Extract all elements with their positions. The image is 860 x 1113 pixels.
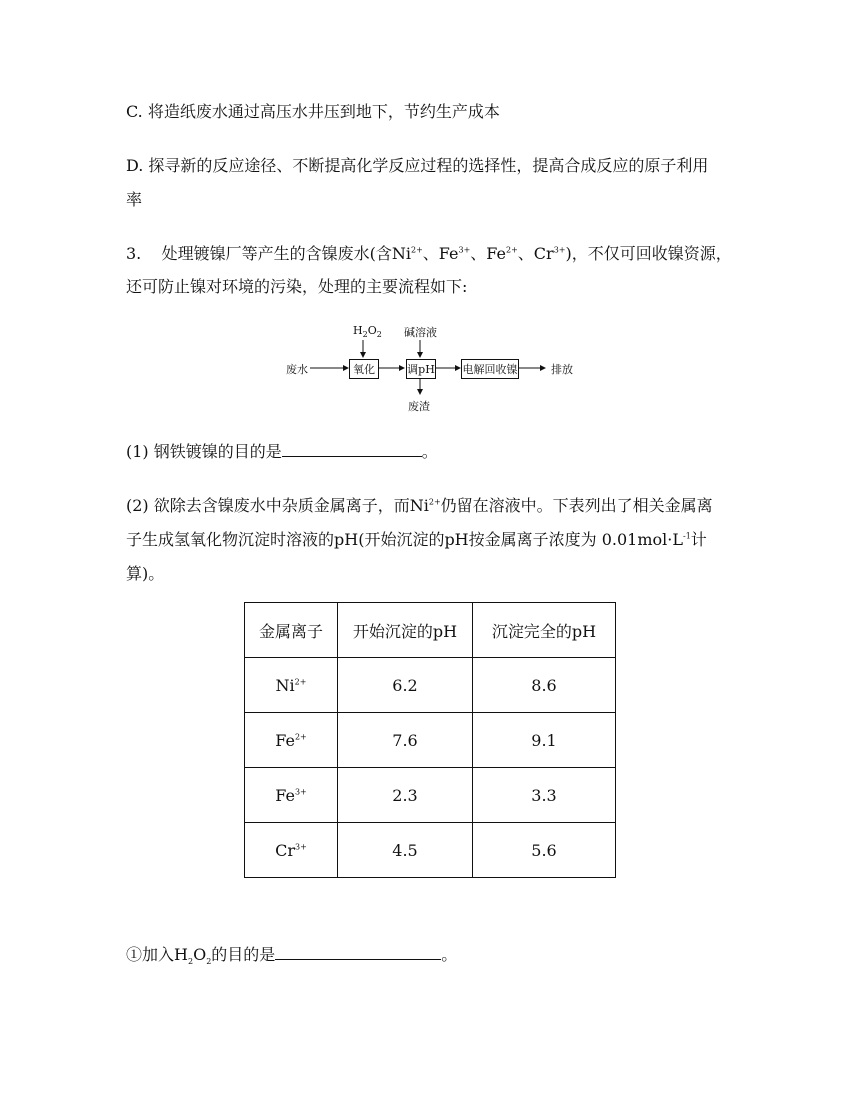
formula-subscript: 2 — [187, 957, 194, 967]
flow-step-electrolysis: 电解回收镍 — [461, 359, 519, 379]
subquestion-2-line3: 算)。 — [126, 564, 165, 583]
subquestion-text: (2) 欲除去含镍废水中杂质金属离子，而Ni — [126, 496, 429, 515]
table-row — [245, 768, 616, 823]
subitem-text: 的目的是 — [211, 945, 276, 964]
table-cell-start: 2.3 — [338, 768, 473, 823]
formula-subscript: 2 — [206, 957, 212, 967]
table-cell-ion: $Ni^{2+}$ — [245, 658, 338, 713]
flow-waste-label: 废渣 — [408, 400, 430, 413]
table-cell-start: 4.5 — [338, 823, 473, 878]
flow-reagent-h2o2: $H_2O_2$ — [353, 324, 382, 340]
unit-exponent: -1 — [682, 531, 691, 541]
subquestion-text: 子生成氢氧化物沉淀时溶液的pH(开始沉淀的pH按金属离子浓度为 0.01mol·L — [126, 530, 683, 549]
table-header-row — [245, 603, 616, 658]
ion-charge: 2+ — [505, 245, 518, 255]
table-cell-complete: 9.1 — [473, 713, 616, 768]
table-row — [245, 823, 616, 878]
question-text: )，不仅可回收镍资源， — [565, 244, 732, 263]
flow-reagent-alkali: 碱溶液 — [404, 326, 437, 339]
option-c: C. 将造纸废水通过高压水井压到地下，节约生产成本 — [126, 102, 500, 121]
table-cell-start: 6.2 — [338, 658, 473, 713]
subquestion-1 — [126, 442, 438, 462]
flow-step-oxidation: 氧化 — [349, 359, 379, 379]
ion-charge: 2+ — [410, 245, 423, 255]
flow-input-label: 废水 — [286, 363, 308, 376]
table-header: 金属离子 — [245, 603, 338, 658]
table-cell-ion: $Fe^{3+}$ — [245, 768, 338, 823]
table-cell-complete: 3.3 — [473, 768, 616, 823]
option-d-line2: 率 — [126, 190, 143, 209]
question3-line2: 还可防止镍对环境的污染，处理的主要流程如下: — [126, 277, 468, 296]
table-cell-ion: $Fe^{2+}$ — [245, 713, 338, 768]
table-cell-start: 7.6 — [338, 713, 473, 768]
precipitation-ph-table — [244, 602, 616, 878]
ion-charge: 2+ — [428, 497, 441, 507]
table-cell-complete: 5.6 — [473, 823, 616, 878]
question3-line1 — [126, 244, 732, 264]
subquestion-text: 。 — [421, 442, 438, 461]
process-flow-diagram — [280, 322, 600, 414]
subitem-text: ①加入H — [126, 945, 188, 964]
table-row — [245, 658, 616, 713]
table-cell-complete: 8.6 — [473, 658, 616, 713]
question-text: 处理镀镍厂等产生的含镍废水(含Ni — [161, 244, 411, 263]
question-text: 、Fe — [470, 244, 506, 263]
table-cell-ion: $Cr^{3+}$ — [245, 823, 338, 878]
subquestion-2-line1 — [126, 496, 713, 516]
ion-charge: 3+ — [553, 245, 566, 255]
answer-blank[interactable] — [275, 945, 441, 960]
question-text: 、Fe — [422, 244, 459, 263]
subitem-1 — [126, 945, 457, 965]
subquestion-text: 仍留在溶液中。下表列出了相关金属离 — [440, 496, 713, 515]
subitem-text: 。 — [441, 945, 458, 964]
question-number: 3. — [126, 244, 142, 263]
answer-blank[interactable] — [282, 442, 422, 457]
table-header: 开始沉淀的pH — [338, 603, 473, 658]
table-header: 沉淀完全的pH — [473, 603, 616, 658]
option-d-line1: D. 探寻新的反应途径、不断提高化学反应过程的选择性，提高合成反应的原子利用 — [126, 156, 709, 175]
table-row — [245, 713, 616, 768]
flow-step-adjust-ph: 调pH — [406, 359, 436, 379]
subitem-text: O — [193, 945, 207, 964]
subquestion-text: 计 — [690, 530, 707, 549]
subquestion-2-line2 — [126, 530, 707, 550]
question-text: 、Cr — [517, 244, 554, 263]
ion-charge: 3+ — [458, 245, 471, 255]
subquestion-text: (1) 钢铁镀镍的目的是 — [126, 442, 282, 461]
flow-output-label: 排放 — [551, 363, 573, 376]
